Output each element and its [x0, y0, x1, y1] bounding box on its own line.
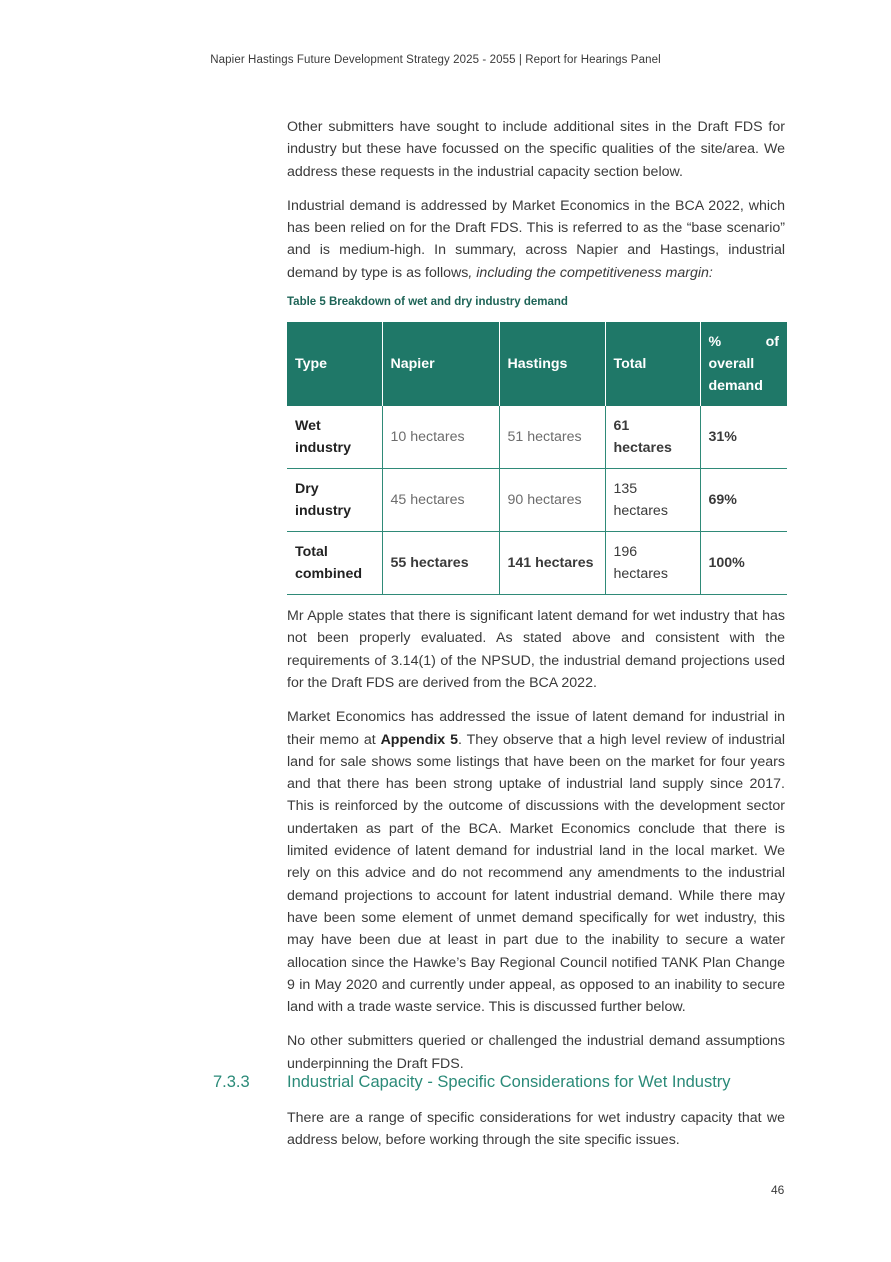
header-percent-of: of [765, 334, 779, 351]
row-hastings: 51 hectares [499, 406, 605, 469]
header-napier: Napier [382, 322, 499, 406]
paragraph-industrial-demand [287, 195, 785, 284]
section-heading [213, 1073, 793, 1092]
paragraph-market-economics-lead: Market Economics has addressed the issue of latent demand for industrial in their memo at [287, 709, 785, 748]
table-caption: Table 5 Breakdown of wet and dry industry demand [287, 296, 568, 309]
table-row [287, 469, 787, 532]
header-total: Total [605, 322, 700, 406]
after-table-block [287, 605, 785, 1075]
section-body [287, 1107, 785, 1164]
row-total: 135 hectares [605, 469, 700, 532]
row-hastings: 141 hectares [499, 532, 605, 595]
header-type: Type [287, 322, 382, 406]
page-number: 46 [771, 1183, 785, 1197]
row-type: Dry industry [287, 469, 382, 532]
header-percent-demand-word: demand [708, 378, 763, 395]
row-napier: 55 hectares [382, 532, 499, 595]
row-type: Total combined [287, 532, 382, 595]
running-header: Napier Hastings Future Development Strategy 2025 - 2055 | Report for Hearings Panel [210, 54, 661, 66]
row-napier: 10 hectares [382, 406, 499, 469]
header-hastings: Hastings [499, 322, 605, 406]
header-percent-overall-word: overall [708, 356, 755, 373]
row-percent: 31% [700, 406, 787, 469]
header-percent-symbol: % [708, 334, 722, 351]
section-number: 7.3.3 [213, 1073, 250, 1091]
row-type: Wet industry [287, 406, 382, 469]
row-percent: 100% [700, 532, 787, 595]
row-total: 61 hectares [605, 406, 700, 469]
row-total: 196 hectares [605, 532, 700, 595]
row-hastings: 90 hectares [499, 469, 605, 532]
paragraph-no-other-submitters: No other submitters queried or challenged the industrial demand assumptions underpinning the Draft FDS. [287, 1033, 785, 1072]
header-percent-overall [700, 322, 787, 406]
table-row [287, 532, 787, 595]
table-row [287, 406, 787, 469]
paragraph-market-economics [287, 706, 785, 1018]
paragraph-wet-industry-considerations: There are a range of specific considerations for wet industry capacity that we address below, before working through the site specific issues. [287, 1110, 785, 1149]
paragraph-industrial-demand-text: Industrial demand is addressed by Market Economics in the BCA 2022, which has been relied on for the Draft FDS. This is referred to as the “base scenario” and is medium-high. In summary, across Napier and Hastings, industrial demand by type is as follows [287, 197, 785, 281]
row-percent: 69% [700, 469, 787, 532]
row-napier: 45 hectares [382, 469, 499, 532]
paragraph-market-economics-body: . They observe that a high level review of industrial land for sale shows some listings that have been on the market for four years and that there has been strong uptake of industrial land supply since 2017. This is reinforced by the outcome of discussions with the development sector undertaken as part of the BCA. Market Economics conclude that there is limited evidence of latent demand for industrial land in the local market. We rely on this advice and do not recommend any amendments to the industrial demand projections to account for latent industrial demand. While there may have been some element of unmet demand specifically for wet industry, this may have been due at least in part due to the inability to secure a water allocation since the Hawke’s Bay Regional Council notified TANK Plan Change 9 in May 2020 and currently under appeal, as opposed to an inability to secure land with a trade waste service. This is discussed further below. [287, 731, 785, 1016]
section-title: Industrial Capacity - Specific Considerations for Wet Industry [287, 1073, 731, 1091]
main-content [287, 116, 785, 1087]
demand-table [287, 322, 787, 595]
appendix-5-reference: Appendix 5 [380, 731, 458, 748]
paragraph-industrial-demand-italic: , including the competitiveness margin: [468, 264, 713, 281]
table-header-row [287, 322, 787, 406]
paragraph-other-submitters: Other submitters have sought to include additional sites in the Draft FDS for industry but these have focussed on the specific qualities of the site/area. We address these requests in the industrial capacity section below. [287, 119, 785, 180]
paragraph-mr-apple: Mr Apple states that there is significant latent demand for wet industry that has not been properly evaluated. As stated above and consistent with the requirements of 3.14(1) of the NPSUD, the industrial demand projections used for the Draft FDS are derived from the BCA 2022. [287, 608, 785, 691]
